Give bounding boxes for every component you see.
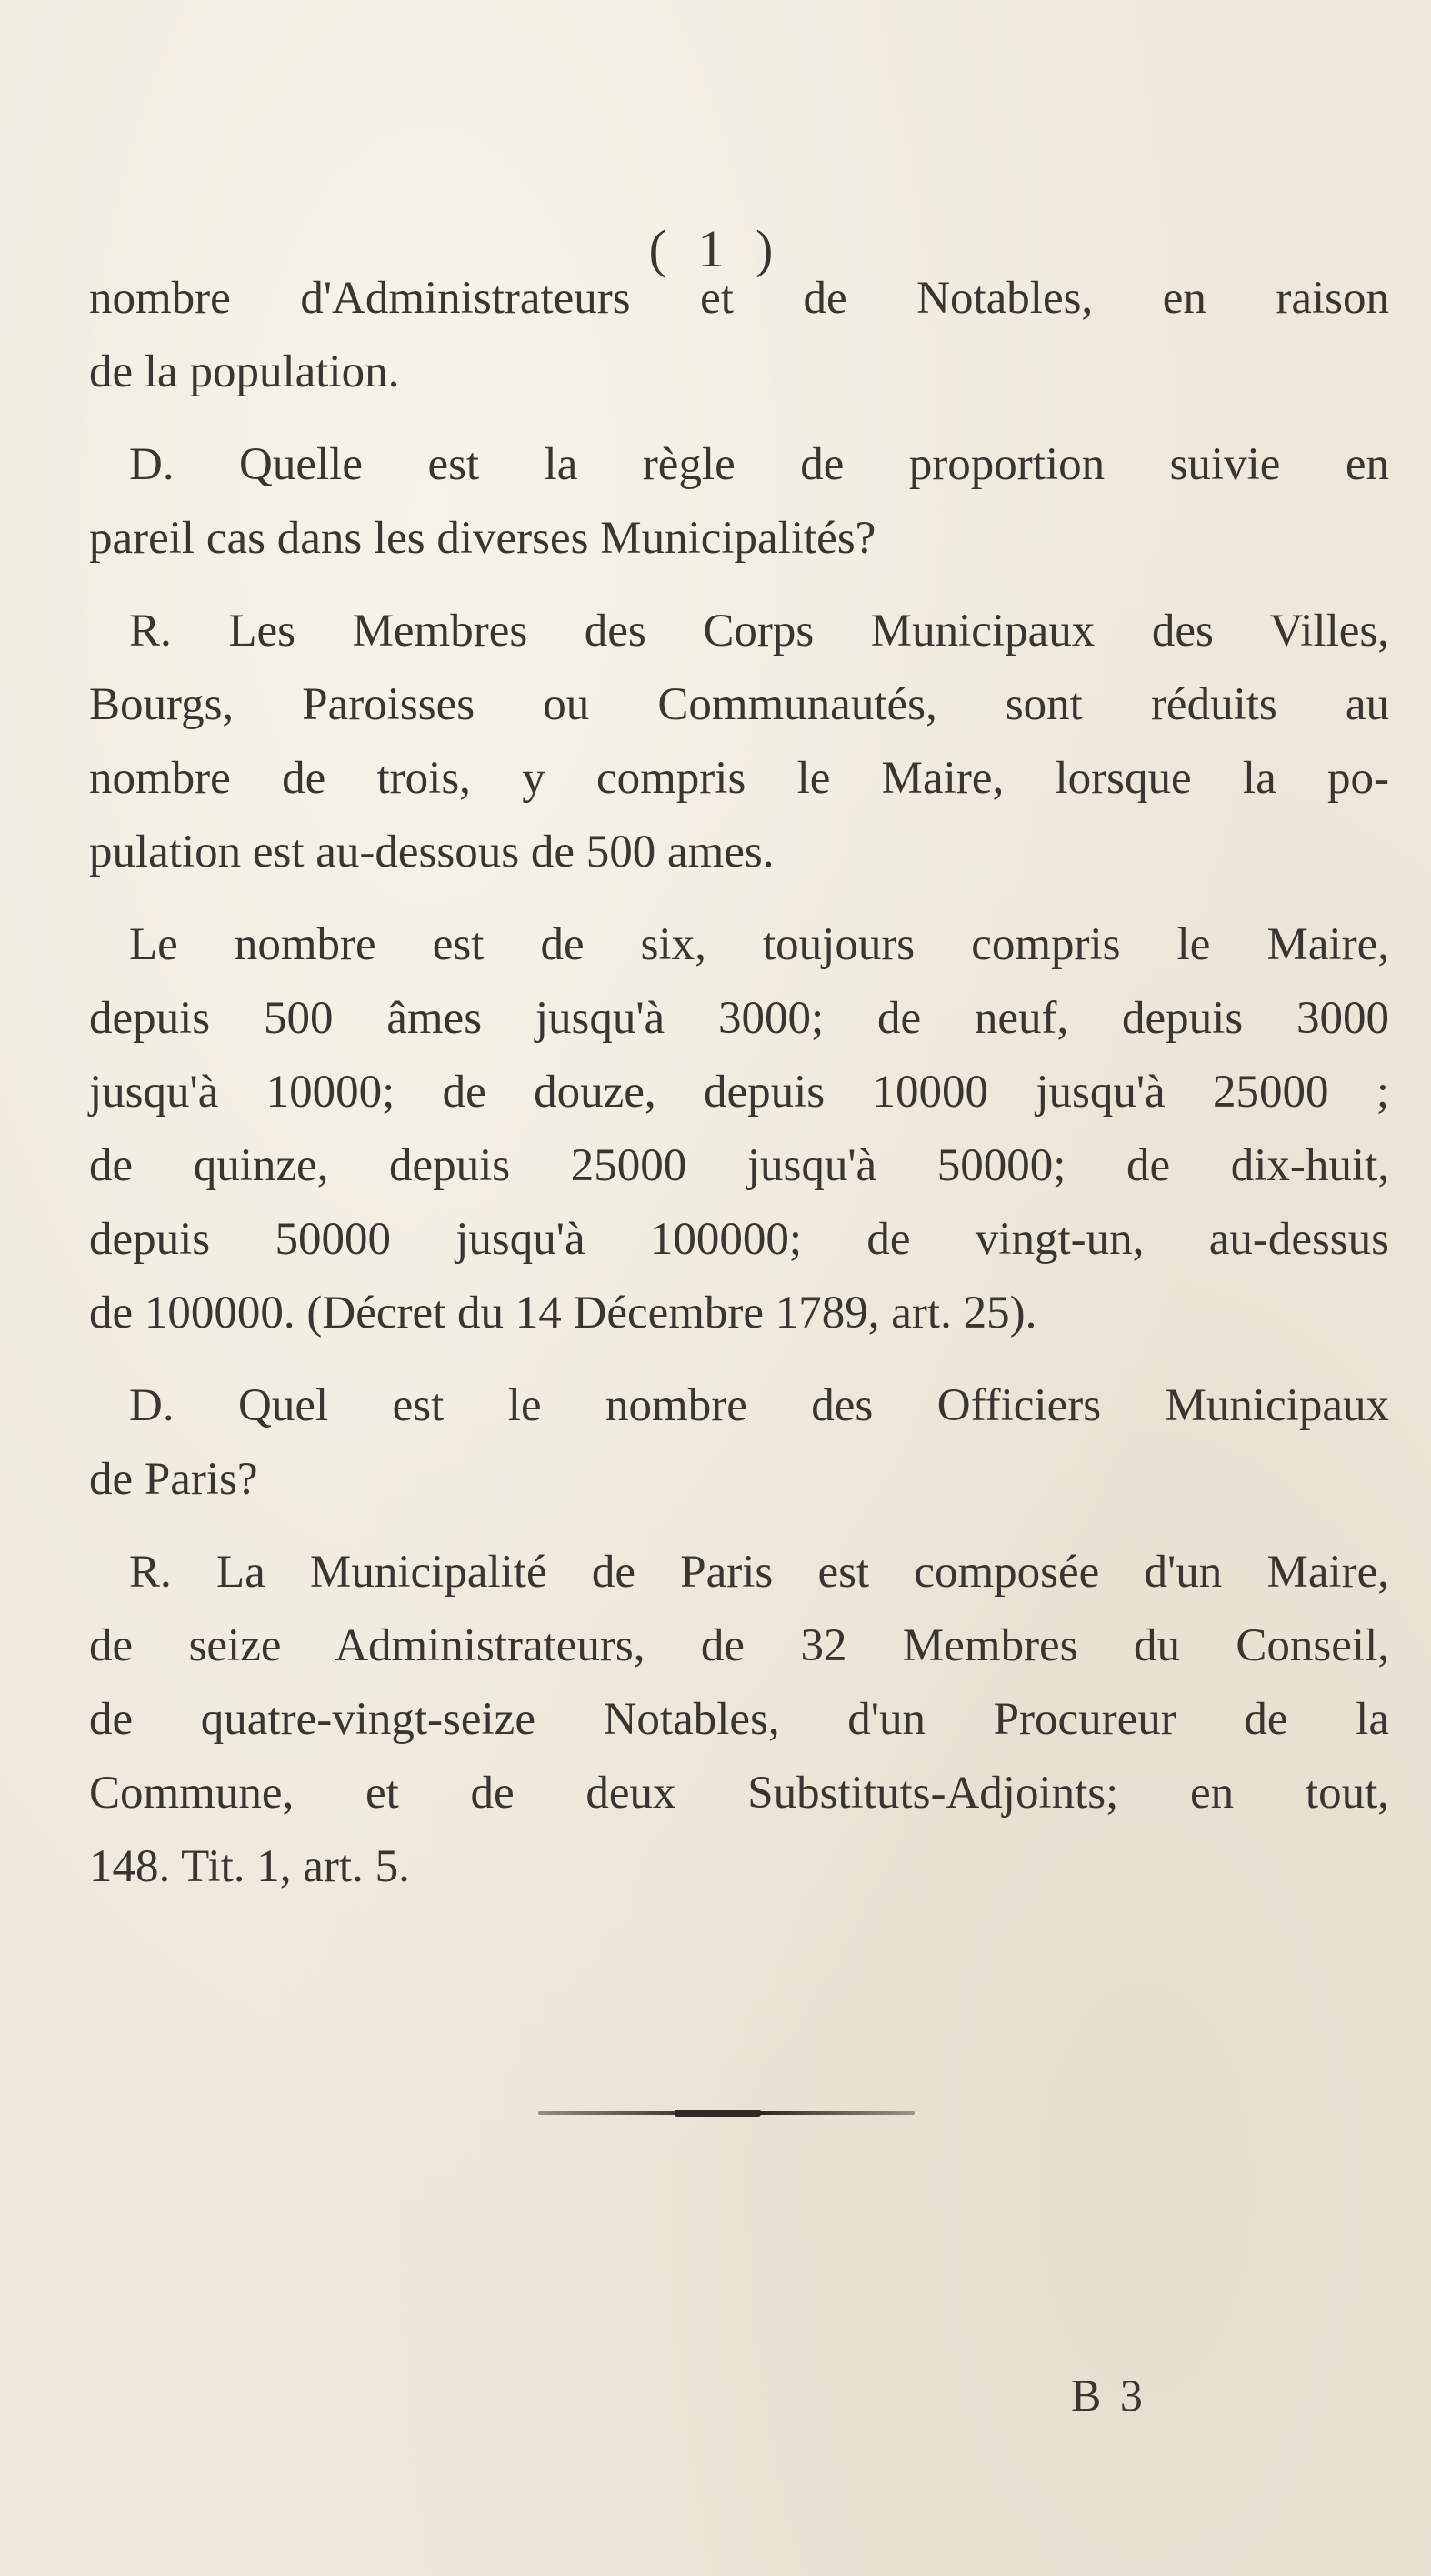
- text-line: jusqu'à 10000; de douze, depuis 10000 jusqu'à 25000 ;: [89, 1067, 1389, 1118]
- question-line: pareil cas dans les diverses Municipalités?: [89, 513, 876, 564]
- text-line: Le nombre est de six, toujours compris le Maire,: [129, 919, 1389, 970]
- answer-line: R. Les Membres des Corps Municipaux des Villes,: [129, 606, 1389, 657]
- body-text: [89, 262, 1389, 1904]
- signature-mark: B 3: [1071, 2370, 1146, 2421]
- ornamental-rule: [538, 2111, 915, 2115]
- question-line: D. Quelle est la règle de proportion suivie en: [129, 439, 1389, 490]
- question-line: D. Quel est le nombre des Officiers Municipaux: [129, 1380, 1389, 1431]
- answer-line: Commune, et de deux Substituts-Adjoints; en tout,: [89, 1768, 1389, 1819]
- question-line: de Paris?: [89, 1454, 258, 1505]
- answer-line: R. La Municipalité de Paris est composée d'un Maire,: [129, 1547, 1389, 1598]
- text-line: de 100000. (Décret du 14 Décembre 1789, art. 25).: [89, 1288, 1037, 1338]
- answer-line: nombre de trois, y compris le Maire, lorsque la po-: [89, 753, 1389, 804]
- text-line: de quinze, depuis 25000 jusqu'à 50000; de dix-huit,: [89, 1140, 1389, 1191]
- text-line: depuis 50000 jusqu'à 100000; de vingt-un, au-dessus: [89, 1214, 1389, 1265]
- text-line: nombre d'Administrateurs et de Notables, en raison: [89, 273, 1389, 324]
- answer-line: de seize Administrateurs, de 32 Membres du Conseil,: [89, 1620, 1389, 1671]
- answer-line: 148. Tit. 1, art. 5.: [89, 1841, 410, 1892]
- text-line: de la population.: [89, 346, 400, 397]
- answer-line: de quatre-vingt-seize Notables, d'un Procureur de la: [89, 1694, 1389, 1745]
- answer-line: pulation est au-dessous de 500 ames.: [89, 827, 775, 877]
- text-line: depuis 500 âmes jusqu'à 3000; de neuf, depuis 3000: [89, 993, 1389, 1044]
- answer-line: Bourgs, Paroisses ou Communautés, sont réduits au: [89, 679, 1389, 730]
- page-number: ( 1 ): [648, 219, 783, 278]
